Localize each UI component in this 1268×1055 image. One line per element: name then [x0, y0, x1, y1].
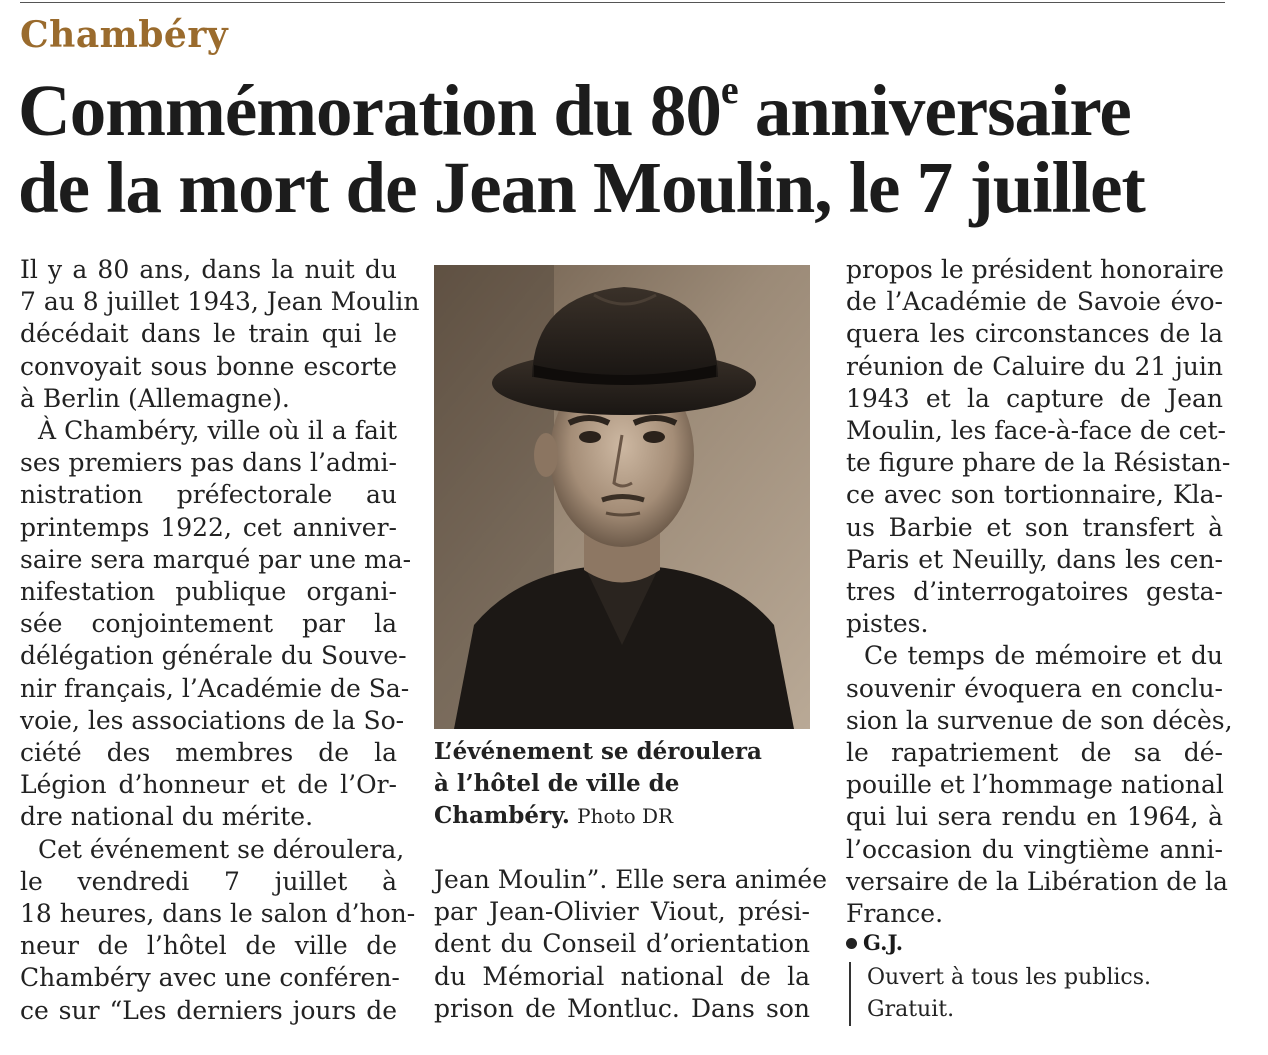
article-column-2 — [434, 864, 827, 1025]
top-rule — [20, 2, 1225, 3]
text-line: Cet événement se déroulera, — [38, 834, 405, 864]
text-line: quera les circonstances de la — [846, 319, 1223, 349]
text-line: pistes. — [846, 609, 929, 639]
text-line: du Mémorial national de la — [434, 961, 810, 991]
text-line: de l’Académie de Savoie évo- — [846, 287, 1223, 317]
text-line: dre national du mérite. — [20, 802, 314, 832]
text-line: par Jean-Olivier Viout, prési- — [434, 897, 810, 927]
portrait-illustration — [434, 265, 810, 729]
text-line: souvenir évoquera en conclu- — [846, 673, 1223, 703]
text-line: prison de Montluc. Dans son — [434, 993, 810, 1023]
text-line: Jean Moulin”. Elle sera animée — [434, 865, 827, 894]
text-line: 7 au 8 juillet 1943, Jean Moulin — [20, 287, 420, 317]
text-line: délégation générale du Souve- — [20, 641, 407, 671]
text-line: Chambéry avec une conféren- — [20, 963, 400, 993]
practical-info — [849, 962, 1151, 1026]
article-column-3 — [846, 254, 1233, 930]
article-column-1 — [20, 254, 420, 1027]
headline-line-2: de la mort de Jean Moulin, le 7 juillet — [18, 147, 1145, 228]
text-line: neur de l’hôtel de ville de — [20, 931, 397, 961]
info-line: Ouvert à tous les publics. — [867, 965, 1152, 990]
author-initials: G.J. — [863, 930, 904, 955]
info-line: Gratuit. — [867, 997, 955, 1022]
text-line: nir français, l’Académie de Sa- — [20, 673, 410, 703]
caption-line: à l’hôtel de ville de — [434, 770, 680, 797]
text-line: sion la survenue de son décès, — [846, 705, 1233, 735]
section-rubric: Chambéry — [20, 14, 229, 56]
headline-line-1-end: anniversaire — [737, 70, 1131, 151]
text-line: ce sur “Les derniers jours de — [20, 995, 397, 1025]
text-line: décédait dans le train qui le — [20, 319, 397, 349]
caption-line: Chambéry. — [434, 802, 570, 829]
text-line: ciété des membres de la — [20, 738, 397, 768]
text-line: 18 heures, dans le salon d’hon- — [20, 899, 416, 929]
headline — [18, 67, 1233, 228]
text-line: réunion de Caluire du 21 juin — [846, 351, 1223, 381]
photo-caption — [434, 736, 810, 832]
text-line: qui lui sera rendu en 1964, à — [846, 802, 1223, 832]
photo-credit: Photo DR — [577, 804, 674, 828]
text-line: tres d’interrogatoires gesta- — [846, 577, 1223, 607]
text-line: Moulin, les face-à-face de cet- — [846, 416, 1226, 446]
text-line: versaire de la Libération de la — [846, 866, 1228, 896]
text-line: Paris et Neuilly, dans les cen- — [846, 544, 1223, 574]
text-line: saire sera marqué par une ma- — [20, 544, 412, 574]
text-line: nistration préfectorale au — [20, 480, 397, 510]
text-line: dent du Conseil d’orientation — [434, 929, 810, 959]
bullet-icon — [846, 938, 857, 949]
text-line: convoyait sous bonne escorte — [20, 351, 397, 381]
text-line: le vendredi 7 juillet à — [20, 866, 397, 896]
text-line: voie, les associations de la So- — [20, 705, 405, 735]
headline-superscript: e — [720, 67, 738, 112]
text-line: us Barbie et son transfert à — [846, 512, 1223, 542]
portrait-photo — [434, 265, 810, 729]
text-line: Légion d’honneur et de l’Or- — [20, 770, 397, 800]
text-line: nifestation publique organi- — [20, 577, 397, 607]
text-line: pouille et l’hommage national — [846, 770, 1224, 800]
text-line: ce avec son tortionnaire, Kla- — [846, 480, 1223, 510]
text-line: sée conjointement par la — [20, 609, 397, 639]
caption-line: L’événement se déroulera — [434, 738, 762, 765]
text-line: Ce temps de mémoire et du — [864, 641, 1223, 671]
text-line: te figure phare de la Résistan- — [846, 448, 1231, 478]
text-line: l’occasion du vingtième anni- — [846, 834, 1223, 864]
text-line: le rapatriement de sa dé- — [846, 738, 1223, 768]
text-line: propos le président honoraire — [846, 255, 1224, 284]
author-signature — [846, 930, 903, 955]
text-line: Il y a 80 ans, dans la nuit du — [20, 255, 397, 284]
text-line: 1943 et la capture de Jean — [846, 383, 1223, 413]
text-line: À Chambéry, ville où il a fait — [38, 416, 397, 446]
text-line: ses premiers pas dans l’admi- — [20, 448, 397, 478]
text-line: France. — [846, 899, 944, 929]
headline-line-1-text: Commémoration du 80 — [18, 70, 721, 151]
text-line: à Berlin (Allemagne). — [20, 383, 290, 413]
headline-line-1 — [18, 67, 1233, 151]
text-line: printemps 1922, cet anniver- — [20, 512, 397, 542]
